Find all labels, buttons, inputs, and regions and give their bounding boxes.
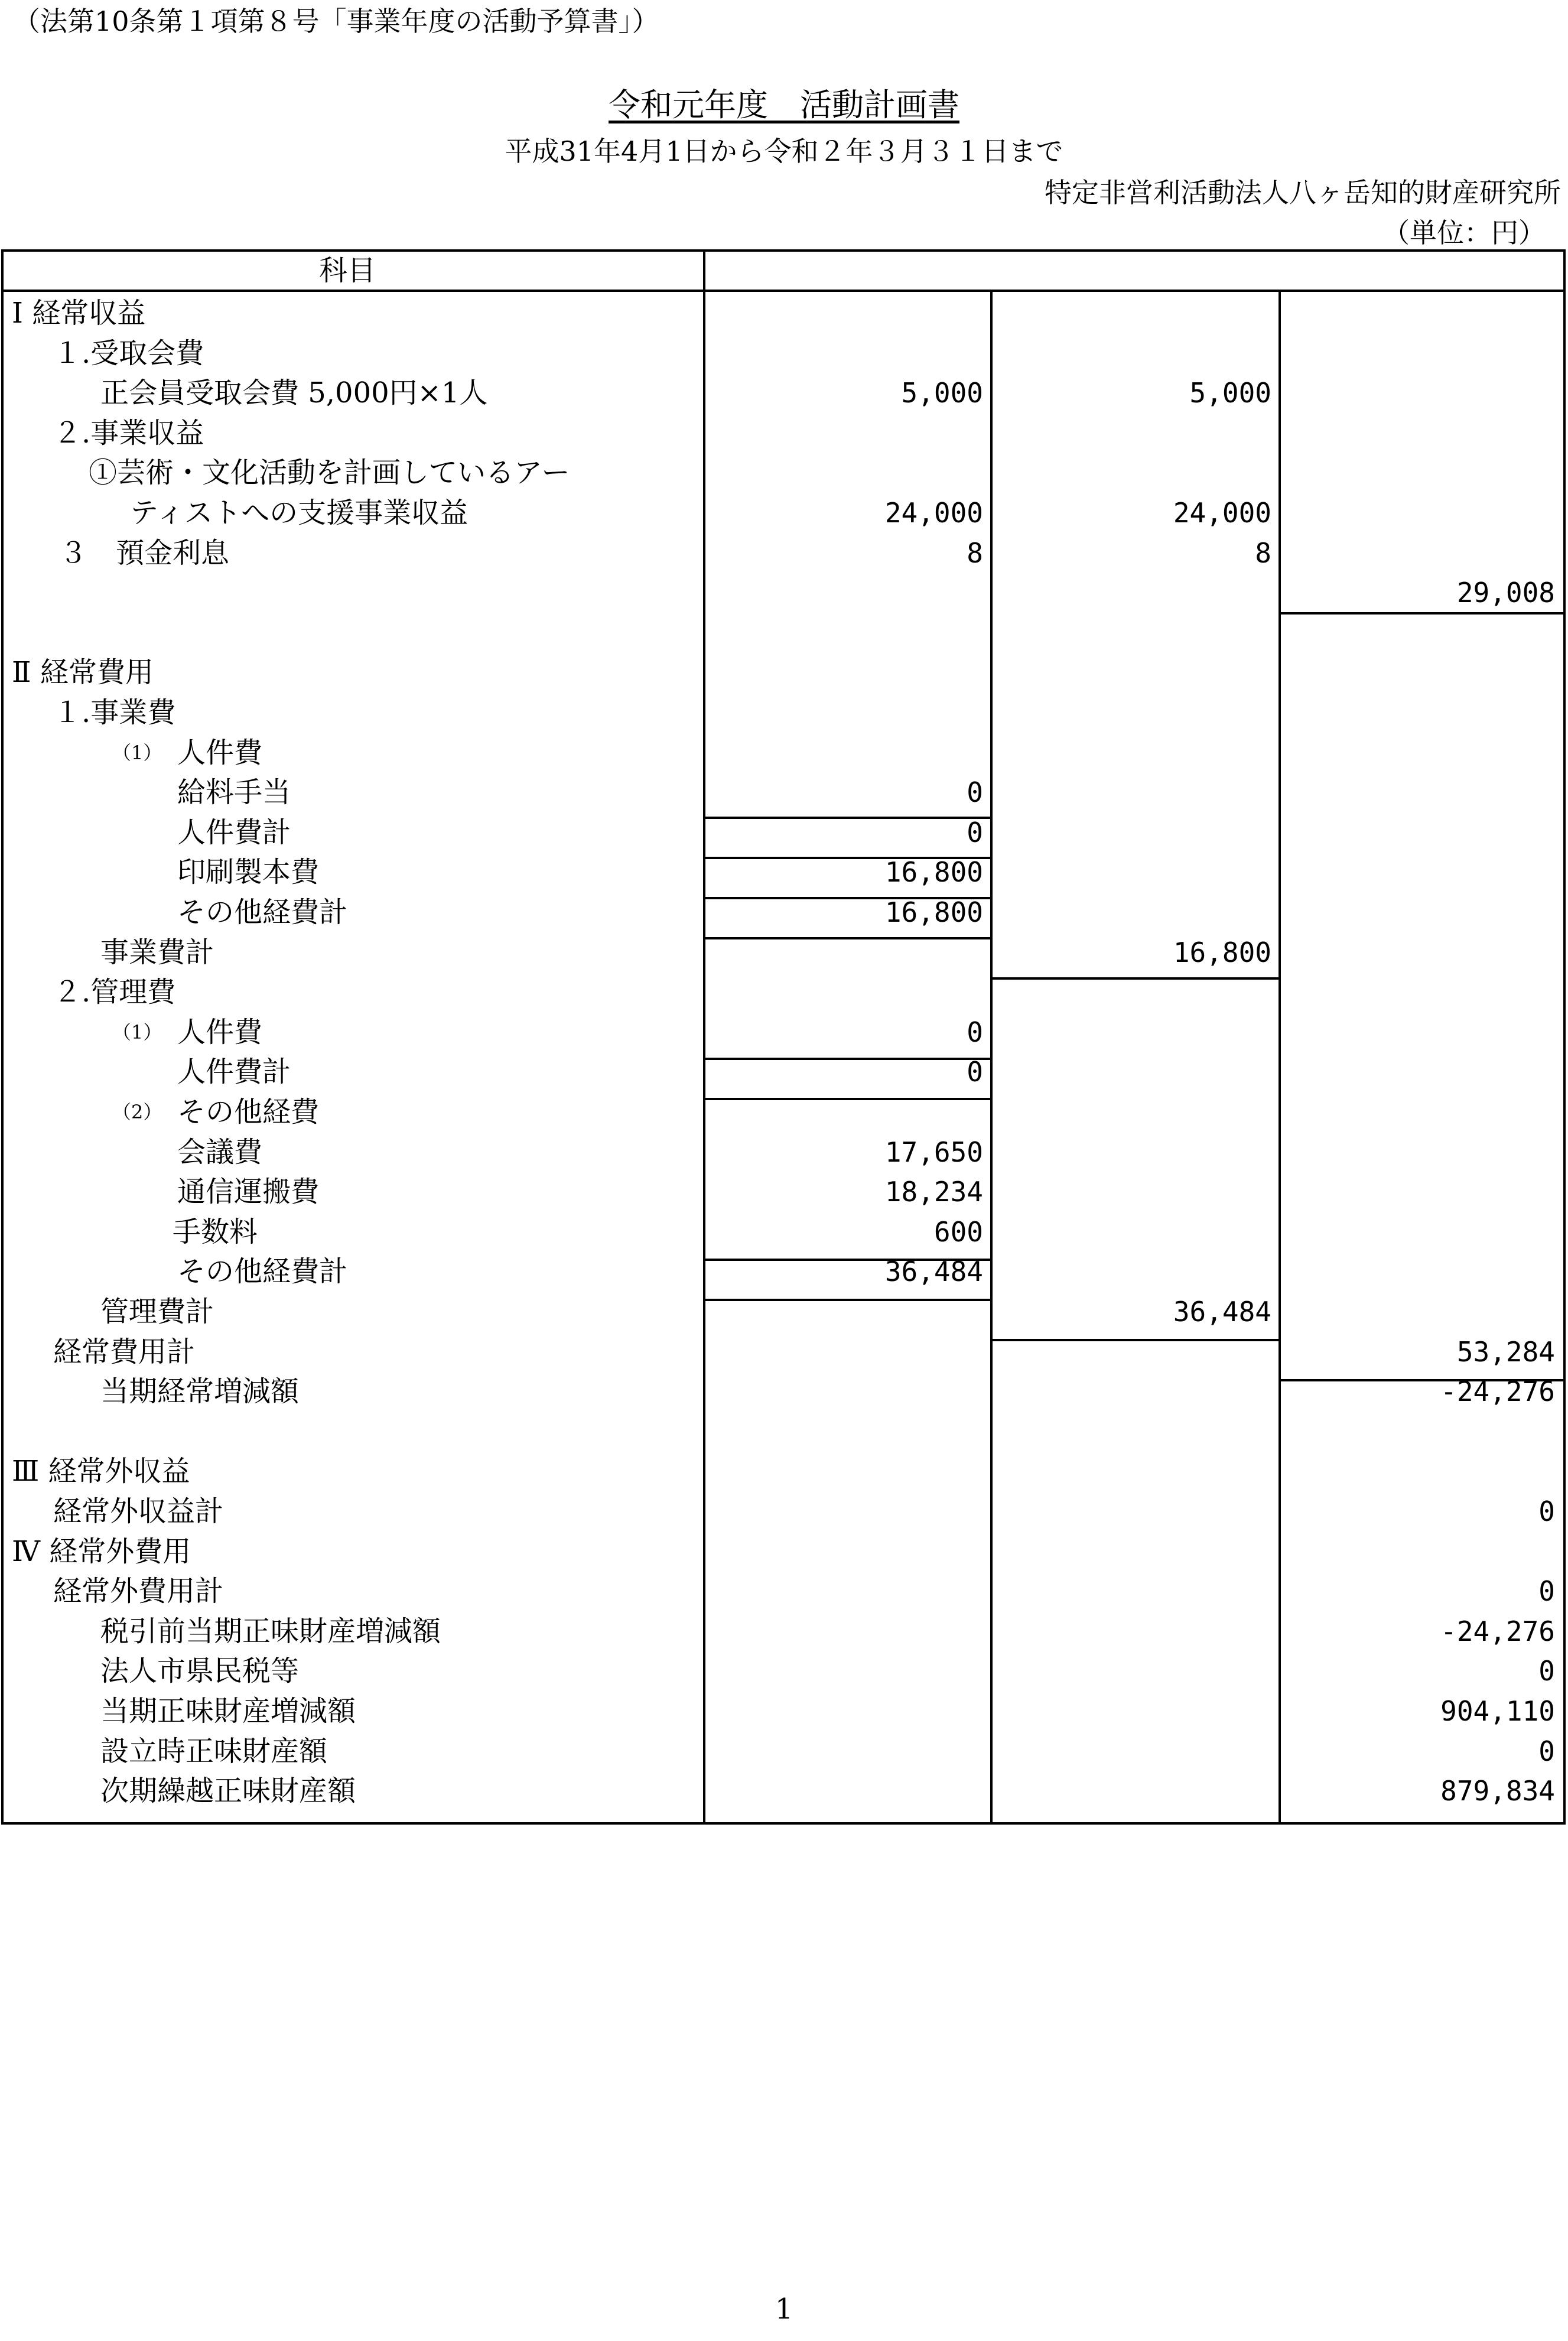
unit-label: （単位：円） (1382, 217, 1546, 249)
column-header-subject: 科目 (319, 254, 376, 287)
amount-col1: 8 (967, 537, 983, 569)
row-label: その他経費 (177, 1095, 320, 1129)
table-row (0, 852, 1568, 892)
row-label: その他経費計 (177, 896, 348, 929)
table-row (0, 733, 1568, 773)
amount-col1: 0 (967, 816, 983, 848)
amount-col1: 36,484 (884, 1256, 983, 1288)
table-row (0, 1012, 1568, 1052)
row-label: 人件費計 (177, 815, 291, 849)
amount-col1: 0 (967, 1016, 983, 1048)
table-row (0, 652, 1568, 692)
row-label: Ⅳ 経常外費用 (12, 1534, 191, 1568)
table-row (0, 1491, 1568, 1532)
table-row (0, 1651, 1568, 1691)
table-row (0, 1731, 1568, 1771)
table-top-border (1, 249, 1566, 252)
table-bottom-border (1, 1822, 1566, 1825)
amount-col2: 8 (1255, 537, 1271, 569)
amount-col1: 0 (967, 776, 983, 809)
table-row (0, 692, 1568, 733)
row-label: 経常外収益計 (53, 1495, 224, 1528)
row-label: その他経費計 (177, 1255, 348, 1289)
row-label: 管理費計 (100, 1295, 214, 1328)
table-row (0, 453, 1568, 493)
amount-col1: 5,000 (901, 377, 983, 409)
amount-col3: 0 (1538, 1575, 1555, 1608)
table-row (0, 1332, 1568, 1372)
amount-col1: 600 (933, 1215, 983, 1248)
table-row (0, 493, 1568, 533)
table-row (0, 1092, 1568, 1132)
amount-col3: -24,276 (1440, 1615, 1555, 1647)
amount-col1: 16,800 (884, 856, 983, 889)
row-label: １.受取会費 (53, 336, 204, 370)
organization-name: 特定非営利活動法人八ヶ岳知的財産研究所 (1045, 177, 1561, 209)
row-label: 印刷製本費 (177, 856, 320, 889)
row-label: ３ 預金利息 (59, 536, 230, 570)
table-row (0, 293, 1568, 333)
row-label: 給料手当 (177, 776, 291, 809)
row-label: 当期正味財産増減額 (100, 1695, 356, 1728)
table-row (0, 1251, 1568, 1292)
row-label: 税引前当期正味財産増減額 (100, 1614, 441, 1648)
row-label: Ⅲ 経常外収益 (12, 1455, 190, 1488)
table-row (0, 1771, 1568, 1811)
table-row (0, 613, 1568, 653)
amount-col2: 16,800 (1173, 936, 1271, 968)
row-label: 手数料 (173, 1215, 258, 1248)
row-label: 会議費 (177, 1135, 263, 1169)
table-row (0, 1052, 1568, 1092)
amount-col3: 0 (1538, 1735, 1555, 1767)
table-row (0, 1571, 1568, 1611)
row-number-marker: （1） (112, 1020, 162, 1043)
row-label: 経常外費用計 (53, 1575, 224, 1608)
amount-col2: 36,484 (1173, 1296, 1271, 1328)
amount-col3: 0 (1538, 1655, 1555, 1688)
table-row (0, 1412, 1568, 1452)
row-label: 正会員受取会費 5,000円×1人 (100, 376, 488, 410)
amount-col1: 24,000 (884, 497, 983, 529)
amount-col1: 18,234 (884, 1176, 983, 1208)
table-row (0, 1172, 1568, 1212)
amount-col3: -24,276 (1440, 1376, 1555, 1408)
table-row (0, 1532, 1568, 1572)
row-label: 法人市県民税等 (100, 1654, 300, 1688)
row-label: Ⅱ 経常費用 (12, 656, 154, 690)
row-label: 人件費 (177, 1015, 263, 1049)
row-label: 事業費計 (100, 935, 214, 969)
table-row (0, 932, 1568, 973)
table-row (0, 892, 1568, 932)
table-row (0, 413, 1568, 453)
row-label: 人件費 (177, 736, 263, 769)
row-label: 人件費計 (177, 1055, 291, 1089)
fiscal-period: 平成31年4月1日から令和２年３月３１日まで (505, 135, 1063, 167)
table-row (0, 1691, 1568, 1731)
amount-col1: 0 (967, 1056, 983, 1088)
row-label: １.事業費 (53, 696, 176, 729)
amount-col3: 53,284 (1456, 1335, 1555, 1368)
row-label: 当期経常増減額 (100, 1375, 300, 1409)
row-label: Ⅰ 経常収益 (12, 297, 146, 330)
table-row (0, 373, 1568, 413)
row-label: ２.管理費 (53, 976, 176, 1009)
law-reference: （法第10条第１項第８号「事業年度の活動予算書」） (13, 5, 659, 37)
row-label: ①芸術・文化活動を計画しているアー (89, 456, 570, 490)
amount-col2: 24,000 (1173, 497, 1271, 529)
row-label: 次期繰越正味財産額 (100, 1774, 356, 1808)
row-number-marker: （1） (112, 741, 162, 764)
row-label: ティストへの支援事業収益 (130, 496, 469, 529)
row-label: 経常費用計 (53, 1335, 196, 1368)
table-row (0, 1371, 1568, 1412)
document-title: 令和元年度 活動計画書 (609, 86, 959, 123)
amount-col2: 5,000 (1189, 377, 1271, 409)
table-row (0, 1292, 1568, 1332)
amount-col3: 0 (1538, 1495, 1555, 1527)
table-row (0, 772, 1568, 812)
table-row (0, 972, 1568, 1012)
table-row (0, 1132, 1568, 1172)
amount-col1: 17,650 (884, 1136, 983, 1168)
table-row (0, 533, 1568, 573)
row-number-marker: （2） (112, 1101, 162, 1123)
row-label: 通信運搬費 (177, 1175, 320, 1209)
amount-col3: 879,834 (1440, 1775, 1555, 1807)
table-row (0, 812, 1568, 853)
table-row (0, 1451, 1568, 1491)
amount-col1: 16,800 (884, 896, 983, 928)
table-row (0, 1212, 1568, 1252)
amount-col3: 904,110 (1440, 1695, 1555, 1727)
row-label: 設立時正味財産額 (100, 1734, 328, 1768)
row-label: ２.事業収益 (53, 416, 204, 450)
header-row-divider (1, 290, 1566, 292)
table-row (0, 1611, 1568, 1651)
table-row (0, 573, 1568, 613)
amount-col3: 29,008 (1456, 577, 1555, 609)
page-number: 1 (775, 2293, 793, 2326)
table-row (0, 333, 1568, 373)
